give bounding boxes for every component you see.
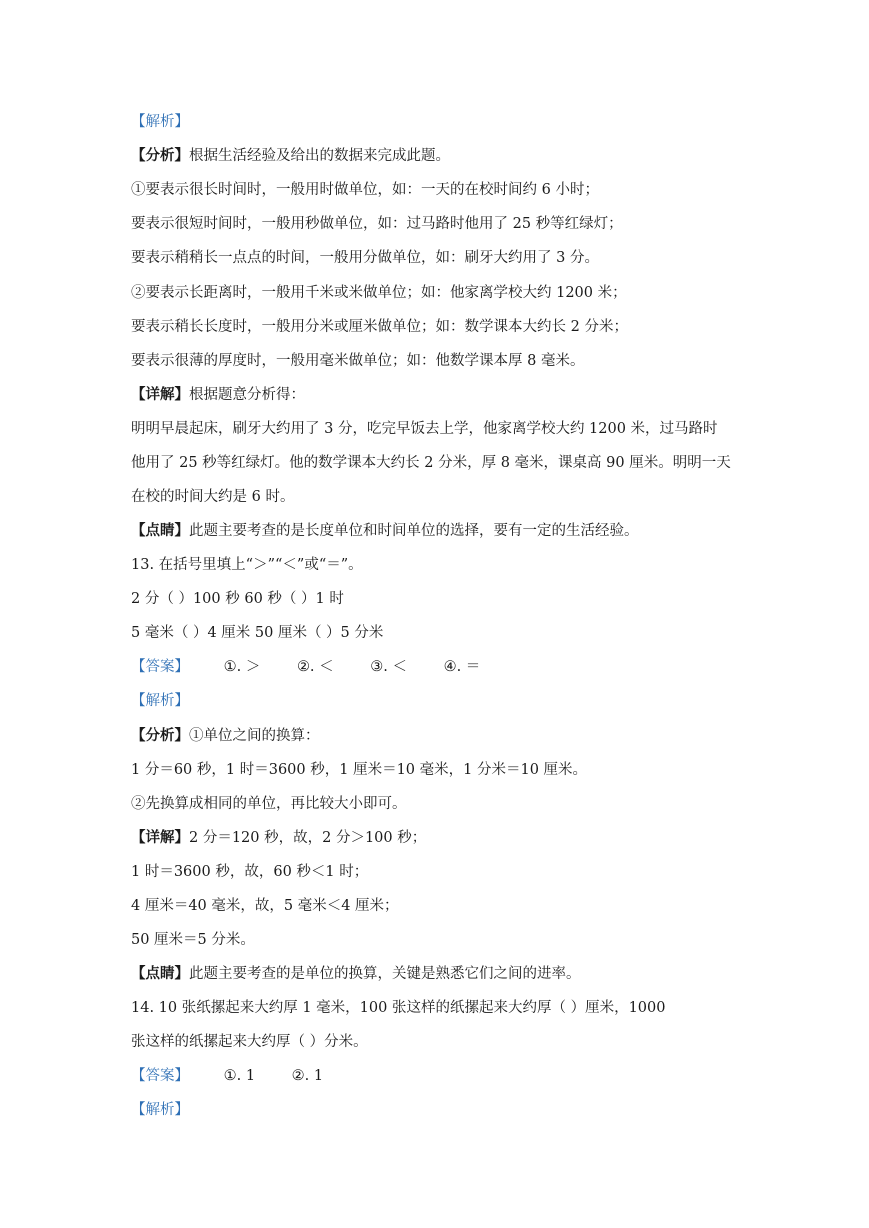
paragraph: 要表示稍稍长一点点的时间，一般用分做单位，如：刷牙大约用了 3 分。 xyxy=(131,250,599,266)
section-label-analysis: 【解析】 xyxy=(131,114,189,130)
answer-item: ①. 1 xyxy=(223,1068,256,1084)
section-text: 2 分＝120 秒，故，2 分＞100 秒； xyxy=(189,830,427,846)
paragraph: 要表示很短时间时，一般用秒做单位，如：过马路时他用了 25 秒等红绿灯； xyxy=(131,216,623,232)
question-13-title: 13. 在括号里填上“＞”“＜”或“＝”。 xyxy=(131,557,363,573)
paragraph xyxy=(131,521,639,541)
question-14-line-2: 张这样的纸摞起来大约厚（ ）分米。 xyxy=(131,1034,368,1050)
section-tag: 【点睛】 xyxy=(131,965,189,982)
section-label-answer: 【答案】 xyxy=(131,659,189,675)
answer-item: ①. ＞ xyxy=(223,659,261,675)
answer-item: ②. 1 xyxy=(291,1068,324,1084)
paragraph: ②要表示长距离时，一般用千米或米做单位；如：他家离学校大约 1200 米； xyxy=(131,285,627,301)
answer-line-14 xyxy=(131,1066,323,1086)
paragraph xyxy=(131,964,581,984)
paragraph xyxy=(131,146,450,166)
section-tag: 【分析】 xyxy=(131,727,189,744)
paragraph xyxy=(131,385,305,405)
paragraph: 50 厘米＝5 分米。 xyxy=(131,932,255,948)
section-label-answer: 【答案】 xyxy=(131,1068,189,1084)
paragraph: 4 厘米＝40 毫米，故，5 毫米＜4 厘米； xyxy=(131,898,399,914)
paragraph: ①要表示很长时间时，一般用时做单位，如：一天的在校时间约 6 小时； xyxy=(131,182,599,198)
paragraph: ②先换算成相同的单位，再比较大小即可。 xyxy=(131,796,407,812)
section-tag: 【详解】 xyxy=(131,386,189,403)
section-text: 此题主要考查的是长度单位和时间单位的选择，要有一定的生活经验。 xyxy=(189,523,639,539)
paragraph: 要表示很薄的厚度时，一般用毫米做单位；如：他数学课本厚 8 毫米。 xyxy=(131,353,585,369)
section-text: 根据题意分析得： xyxy=(189,387,305,403)
question-13-row-2: 5 毫米（ ）4 厘米 50 厘米（ ）5 分米 xyxy=(131,625,384,641)
section-label-analysis: 【解析】 xyxy=(131,1102,189,1118)
paragraph: 1 分＝60 秒，1 时＝3600 秒，1 厘米＝10 毫米，1 分米＝10 厘米。 xyxy=(131,762,588,778)
answer-line-13 xyxy=(131,657,480,677)
paragraph xyxy=(131,828,426,848)
section-text: 根据生活经验及给出的数据来完成此题。 xyxy=(189,148,450,164)
section-tag: 【分析】 xyxy=(131,147,189,164)
section-label-analysis: 【解析】 xyxy=(131,693,189,709)
question-14-line-1: 14. 10 张纸摞起来大约厚 1 毫米，100 张这样的纸摞起来大约厚（ ）厘米，1000 xyxy=(131,1000,666,1016)
paragraph: 1 时＝3600 秒，故，60 秒＜1 时； xyxy=(131,864,369,880)
section-tag: 【详解】 xyxy=(131,829,189,846)
paragraph: 明明早晨起床，刷牙大约用了 3 分，吃完早饭去上学，他家离学校大约 1200 米，过马路时 xyxy=(131,421,718,437)
question-13-row-1: 2 分（ ）100 秒 60 秒（ ）1 时 xyxy=(131,591,344,607)
paragraph: 他用了 25 秒等红绿灯。他的数学课本大约长 2 分米，厚 8 毫米，课桌高 90 厘米。明明一天 xyxy=(131,455,731,471)
answer-item: ④. ＝ xyxy=(443,659,481,675)
section-tag: 【点睛】 xyxy=(131,522,189,539)
paragraph xyxy=(131,726,320,746)
section-text: ①单位之间的换算： xyxy=(189,728,320,744)
answer-item: ②. ＜ xyxy=(296,659,334,675)
answer-item: ③. ＜ xyxy=(370,659,407,675)
paragraph: 要表示稍长长度时，一般用分米或厘米做单位；如：数学课本大约长 2 分米； xyxy=(131,319,628,335)
section-text: 此题主要考查的是单位的换算，关键是熟悉它们之间的进率。 xyxy=(189,966,581,982)
paragraph: 在校的时间大约是 6 时。 xyxy=(131,489,295,505)
